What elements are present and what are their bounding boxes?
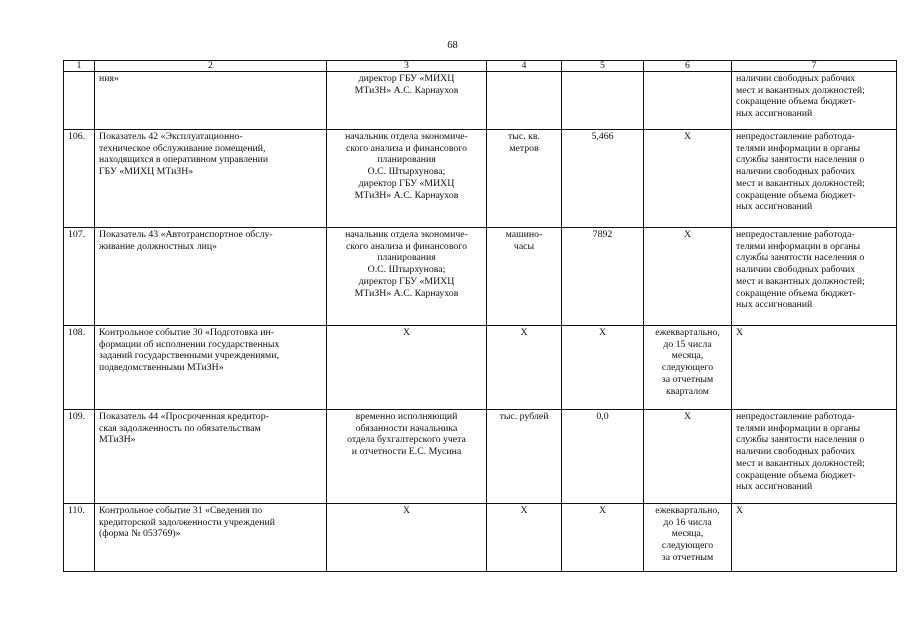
risk-cell <box>732 504 897 572</box>
row-number-cell: 107. <box>64 228 95 326</box>
name-cell <box>95 130 327 228</box>
header-cell: 5 <box>562 61 644 72</box>
value-cell: 0,0 <box>562 410 644 504</box>
text-line: X <box>736 505 744 516</box>
header-cell: 7 <box>732 61 897 72</box>
text-line: находящихся в оперативном управлении <box>99 154 269 166</box>
text-line: отдела бухгалтерского учета <box>347 434 466 446</box>
text-line: начальник отдела экономиче- <box>345 131 468 142</box>
value-cell: X <box>562 504 644 572</box>
text-line: непредоставление работода- <box>736 131 855 142</box>
text-line: ных ассигнований <box>736 481 813 493</box>
text-line: планирования <box>377 252 436 264</box>
plan-table <box>63 60 897 572</box>
text-line: телями информации в органы <box>736 240 861 252</box>
text-line: телями информации в органы <box>736 142 861 154</box>
text-line: ского анализа и финансового <box>346 142 467 154</box>
text-line: службы занятости населения о <box>736 434 865 446</box>
text-line: О.С. Штырхунова; <box>367 264 446 276</box>
text-line: X <box>520 505 528 516</box>
row-number-cell: 106. <box>64 130 95 228</box>
text-line: наличии свободных рабочих <box>736 166 856 178</box>
row-number-cell <box>64 72 95 130</box>
text-line: (форма № 053769)» <box>99 528 181 540</box>
text-line: сокращение объема бюджет- <box>736 287 856 299</box>
text-line: временно исполняющий <box>355 411 458 422</box>
text-line: телями информации в органы <box>736 422 861 434</box>
text-line: обязанности начальника <box>355 422 458 434</box>
row-number-cell: 110. <box>64 504 95 572</box>
deadline-cell <box>644 72 732 130</box>
text-line: кварталом <box>665 385 709 397</box>
responsible-cell <box>327 72 487 130</box>
text-line: техническое обслуживание помещений, <box>99 142 266 154</box>
risk-cell <box>732 410 897 504</box>
risk-cell <box>732 130 897 228</box>
text-line: до 16 числа <box>663 516 712 528</box>
text-line: ежеквартально, <box>655 327 720 338</box>
text-line: ных ассигнований <box>736 108 813 120</box>
text-line: подведомственными МТиЗН» <box>99 362 224 374</box>
unit-cell <box>487 326 562 410</box>
text-line: X <box>402 327 411 338</box>
deadline-cell <box>644 504 732 572</box>
text-line: X <box>736 327 744 338</box>
header-cell: 2 <box>95 61 327 72</box>
text-line: ежеквартально, <box>655 505 720 516</box>
text-line: сокращение объема бюджет- <box>736 469 856 481</box>
name-cell <box>95 326 327 410</box>
text-line: Контрольное событие 30 «Подготовка ин- <box>99 327 275 338</box>
text-line: заданий государственными учреждениями, <box>99 350 279 362</box>
text-line: директор ГБУ «МИХЦ <box>358 177 455 189</box>
page-number: 68 <box>447 40 458 51</box>
text-line: следующего <box>661 540 714 552</box>
table-row <box>64 228 897 326</box>
text-line: мест и вакантных должностей; <box>736 275 865 287</box>
deadline-cell <box>644 228 732 326</box>
text-line: директор ГБУ «МИХЦ <box>358 73 455 84</box>
unit-cell <box>487 130 562 228</box>
header-cell: 3 <box>327 61 487 72</box>
row-number-cell: 109. <box>64 410 95 504</box>
unit-cell <box>487 72 562 130</box>
responsible-cell <box>327 326 487 410</box>
text-line: до 15 числа <box>663 338 712 350</box>
text-line: ния» <box>99 73 119 84</box>
text-line: планирования <box>377 154 436 166</box>
text-line: ского анализа и финансового <box>346 240 467 252</box>
text-line: О.С. Штырхунова; <box>367 166 446 178</box>
text-line: X <box>683 131 692 142</box>
risk-cell <box>732 228 897 326</box>
text-line: наличии свободных рабочих <box>736 73 856 84</box>
responsible-cell <box>327 130 487 228</box>
text-line: Показатель 43 «Автотранспортное обслу- <box>99 229 273 240</box>
name-cell <box>95 72 327 130</box>
text-line: тыс. рублей <box>499 411 549 422</box>
header-cell: 1 <box>64 61 95 72</box>
text-line: службы занятости населения о <box>736 154 865 166</box>
text-line: непредоставление работода- <box>736 229 855 240</box>
text-line: сокращение объема бюджет- <box>736 189 856 201</box>
text-line: тыс. кв. <box>508 131 540 142</box>
text-line: за отчетным <box>661 551 714 563</box>
unit-cell <box>487 228 562 326</box>
text-line: X <box>520 327 528 338</box>
text-line: метров <box>509 142 539 154</box>
text-line: МТиЗН» А.С. Карнаухов <box>354 84 459 96</box>
text-line: мест и вакантных должностей; <box>736 457 865 469</box>
row-number-cell: 108. <box>64 326 95 410</box>
text-line: наличии свободных рабочих <box>736 446 856 458</box>
risk-cell <box>732 72 897 130</box>
text-line: X <box>683 411 692 422</box>
table-row <box>64 504 897 572</box>
deadline-cell <box>644 410 732 504</box>
text-line: X <box>683 229 692 240</box>
text-line: месяца, <box>671 350 704 362</box>
responsible-cell <box>327 228 487 326</box>
table-row <box>64 326 897 410</box>
text-line: кредиторской задолженности учреждений <box>99 516 275 528</box>
text-line: сокращение объема бюджет- <box>736 96 856 108</box>
text-line: ская задолженность по обязательствам <box>99 422 261 434</box>
header-cell: 4 <box>487 61 562 72</box>
table-body <box>64 61 897 572</box>
text-line: и отчетности Е.С. Мусина <box>351 446 462 458</box>
text-line: директор ГБУ «МИХЦ <box>358 275 455 287</box>
text-line: следующего <box>661 362 714 374</box>
unit-cell <box>487 504 562 572</box>
header-cell: 6 <box>644 61 732 72</box>
text-line: формации об исполнении государственных <box>99 338 280 350</box>
text-line: месяца, <box>671 528 704 540</box>
text-line: службы занятости населения о <box>736 252 865 264</box>
text-line: ных ассигнований <box>736 299 813 311</box>
responsible-cell <box>327 504 487 572</box>
name-cell <box>95 504 327 572</box>
continuation-row <box>64 72 897 130</box>
table-row <box>64 410 897 504</box>
deadline-cell <box>644 130 732 228</box>
value-cell <box>562 72 644 130</box>
name-cell <box>95 410 327 504</box>
value-cell: 7892 <box>562 228 644 326</box>
value-cell: X <box>562 326 644 410</box>
text-line: МТиЗН» <box>99 434 136 446</box>
text-line: живание должностных лиц» <box>99 240 218 252</box>
text-line: мест и вакантных должностей; <box>736 177 865 189</box>
header-row <box>64 61 897 72</box>
text-line: начальник отдела экономиче- <box>345 229 468 240</box>
text-line: МТиЗН» А.С. Карнаухов <box>354 189 459 201</box>
responsible-cell <box>327 410 487 504</box>
name-cell <box>95 228 327 326</box>
deadline-cell <box>644 326 732 410</box>
text-line: Контрольное событие 31 «Сведения по <box>99 505 263 516</box>
table-row <box>64 130 897 228</box>
text-line: ных ассигнований <box>736 201 813 213</box>
text-line: ГБУ «МИХЦ МТиЗН» <box>99 166 194 178</box>
text-line: МТиЗН» А.С. Карнаухов <box>354 287 459 299</box>
value-cell: 5,466 <box>562 130 644 228</box>
text-line: непредоставление работода- <box>736 411 855 422</box>
text-line: машино- <box>505 229 543 240</box>
text-line: наличии свободных рабочих <box>736 264 856 276</box>
text-line: часы <box>513 240 535 252</box>
text-line: Показатель 44 «Просроченная кредитор- <box>99 411 269 422</box>
risk-cell <box>732 326 897 410</box>
text-line: Показатель 42 «Эксплуатационно- <box>99 131 243 142</box>
text-line: X <box>402 505 411 516</box>
text-line: за отчетным <box>661 373 714 385</box>
text-line: мест и вакантных должностей; <box>736 84 865 96</box>
unit-cell <box>487 410 562 504</box>
